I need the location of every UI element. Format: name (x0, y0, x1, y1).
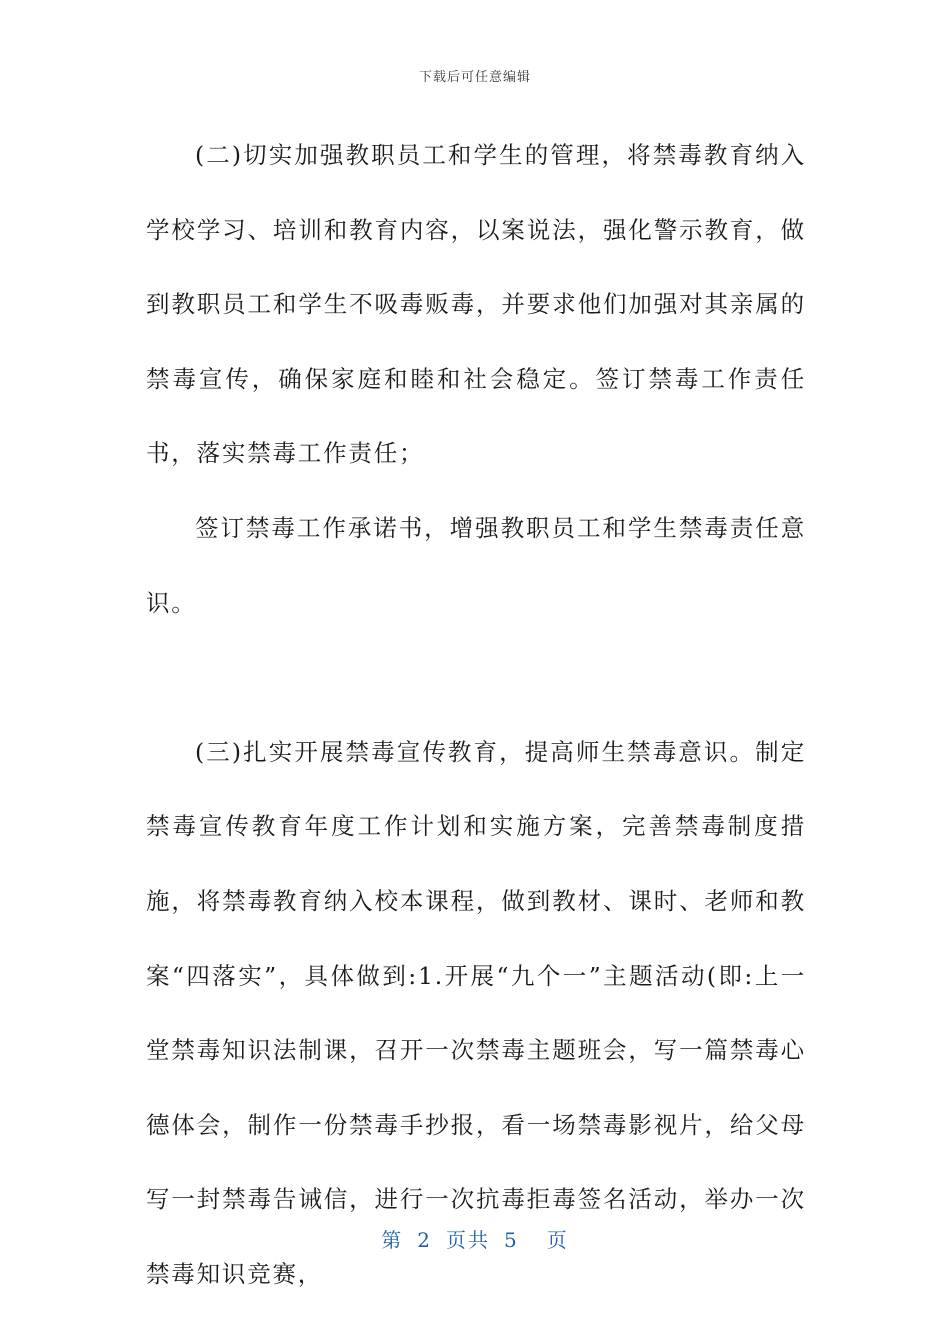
page-middle: 页共 (446, 1228, 490, 1252)
paragraph-commitment: 签订禁毒工作承诺书，增强教职员工和学生禁毒责任意识。 (146, 513, 806, 617)
page-suffix: 页 (546, 1228, 569, 1252)
page-prefix: 第 (381, 1228, 404, 1252)
page-number-footer (0, 1224, 950, 1253)
document-body (146, 118, 806, 1312)
paragraph-section-2: (二)切实加强教职员工和学生的管理，将禁毒教育纳入学校学习、培训和教育内容，以案说法，强化警示教育，做到教职员工和学生不吸毒贩毒，并要求他们加强对其亲属的禁毒宣传，确保家庭和睦和社会稳定。签订禁毒工作责任书，落实禁毒工作责任； (146, 141, 806, 468)
paragraph-spacer (146, 640, 806, 715)
header-note: 下载后可任意编辑 (418, 70, 531, 85)
paragraph-section-3: (三)扎实开展禁毒宣传教育，提高师生禁毒意识。制定禁毒宣传教育年度工作计划和实施方案，完善禁毒制度措施，将禁毒教育纳入校本课程，做到教材、课时、老师和教案“四落实”，具体做到:1.开展“九个一”主题活动(即:上一堂禁毒知识法制课，召开一次禁毒主题班会，写一篇禁毒心德体会，制作一份禁毒手抄报，看一场禁毒影视片，给父母写一封禁毒告诫信，进行一次抗毒拒毒签名活动，举办一次禁毒知识竞赛， (146, 737, 806, 1288)
page-total: 5 (504, 1228, 519, 1252)
page-current: 2 (417, 1228, 432, 1252)
